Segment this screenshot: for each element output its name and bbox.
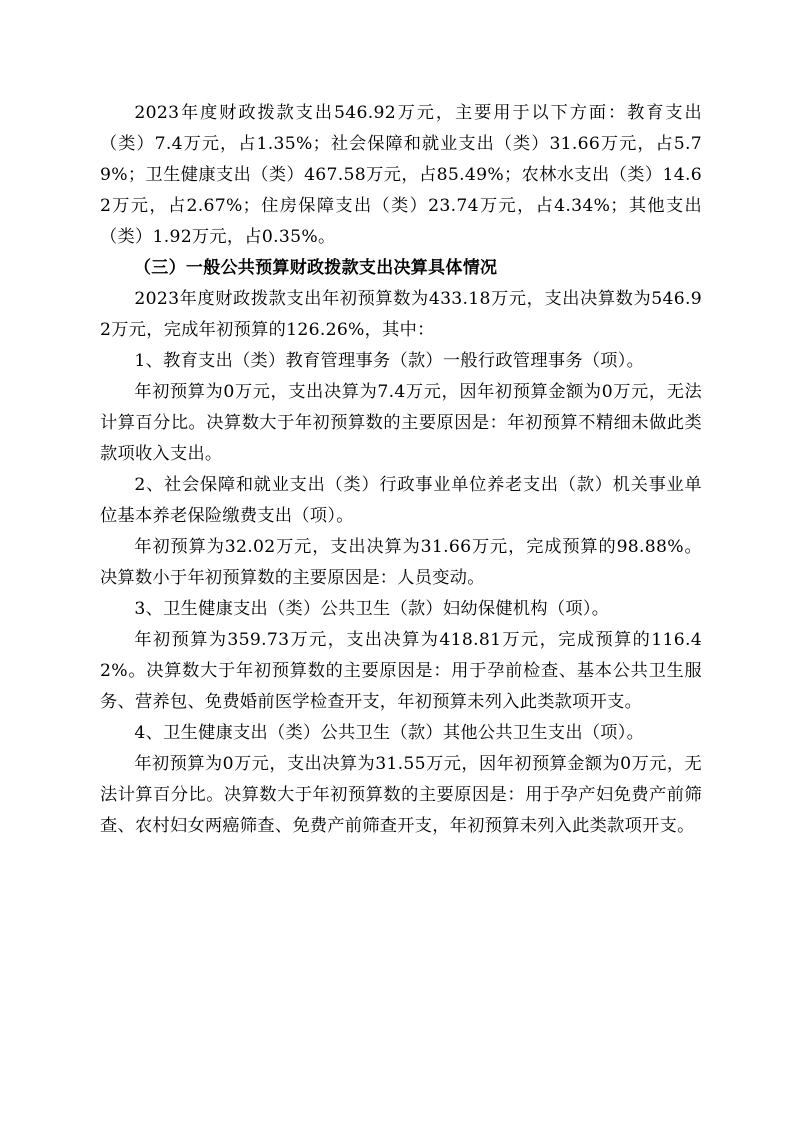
item-4-title: 4、卫生健康支出（类）公共卫生（款）其他公共卫生支出（项）。	[134, 723, 645, 743]
item-1-detail: 年初预算为0万元，支出决算为7.4万元，因年初预算金额为0万元，无法计算百分比。决算数大于年初预算数的主要原因是：年初预算不精细未做此类款项收入支出。	[100, 382, 702, 464]
paragraph-expenditure-summary: 2023年度财政拨款支出546.92万元，主要用于以下方面：教育支出（类）7.4万元，占1.35%；社会保障和就业支出（类）31.66万元，占5.79%；卫生健康支出（类）467.58万元，占85.49%；农林水支出（类）14.62万元，占2.67%；住房保障支出（类）23.74万元，占4.34%；其他支出（类）1.92万元，占0.35%。	[100, 103, 702, 247]
item-3-title: 3、卫生健康支出（类）公共卫生（款）妇幼保健机构（项）。	[134, 599, 610, 619]
item-4-detail: 年初预算为0万元，支出决算为31.55万元，因年初预算金额为0万元，无法计算百分比。决算数大于年初预算数的主要原因是：用于孕产妇免费产前筛查、农村妇女两癌筛查、免费产前筛查开支，年初预算未列入此类款项开支。	[100, 754, 702, 836]
item-2-title: 2、社会保障和就业支出（类）行政事业单位养老支出（款）机关事业单位基本养老保险缴费支出（项）。	[100, 475, 702, 526]
item-1-title: 1、教育支出（类）教育管理事务（款）一般行政管理事务（项）。	[134, 351, 645, 371]
section-heading-3: （三）一般公共预算财政拨款支出决算具体情况	[134, 258, 498, 278]
document-body	[100, 98, 702, 842]
item-3-detail: 年初预算为359.73万元，支出决算为418.81万元，完成预算的116.42%。决算数大于年初预算数的主要原因是：用于孕前检查、基本公共卫生服务、营养包、免费婚前医学检查开支，年初预算未列入此类款项开支。	[100, 630, 702, 712]
item-2-detail: 年初预算为32.02万元，支出决算为31.66万元，完成预算的98.88%。决算数小于年初预算数的主要原因是：人员变动。	[100, 537, 702, 588]
paragraph-budget-overview: 2023年度财政拨款支出年初预算数为433.18万元，支出决算数为546.92万元，完成年初预算的126.26%，其中：	[100, 289, 702, 340]
